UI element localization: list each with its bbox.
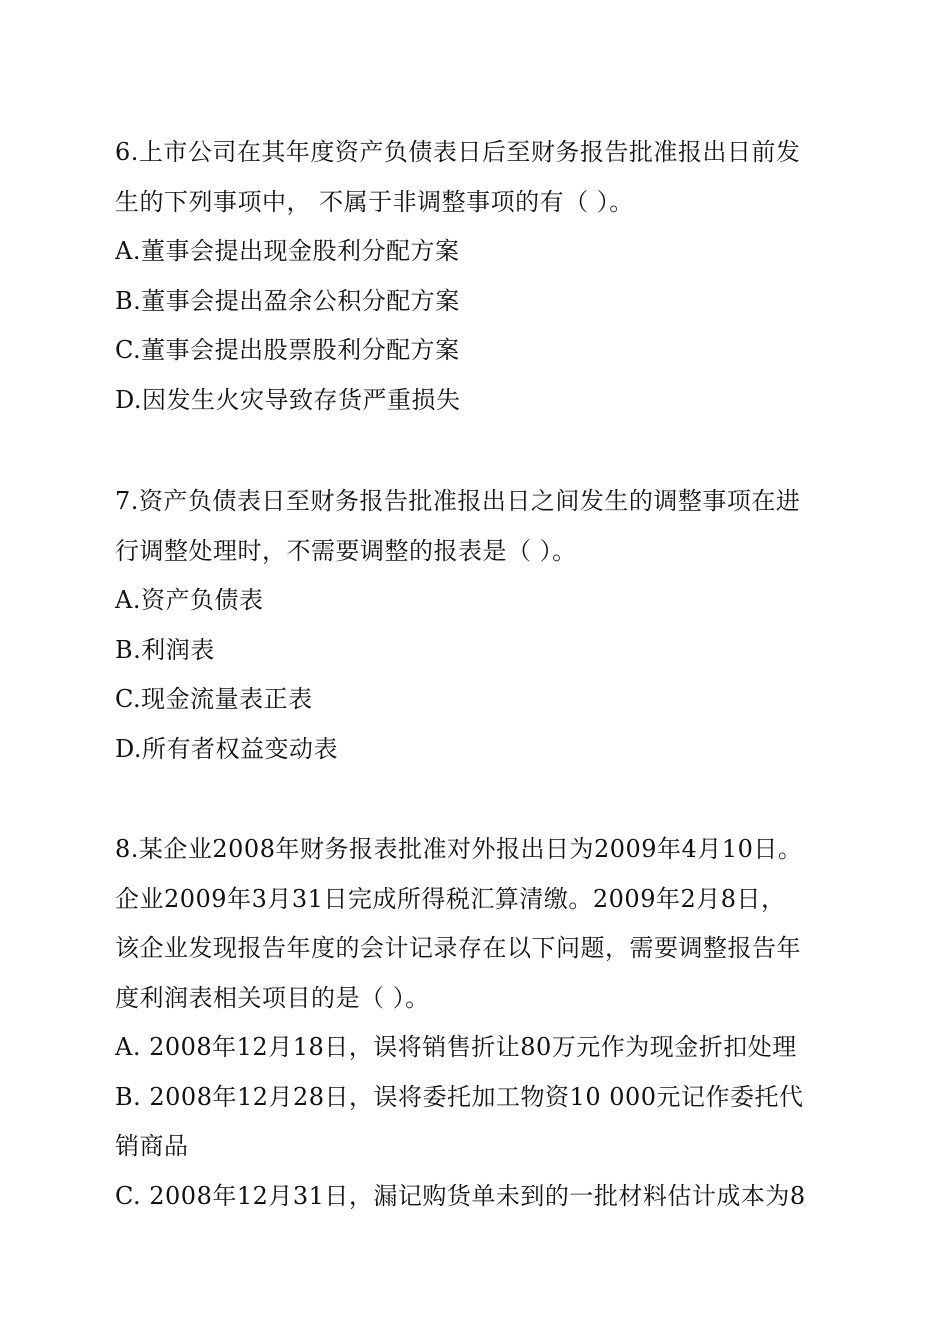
option-a: A.资产负债表 xyxy=(115,586,264,614)
option-b: B. 2008年12月28日，误将委托加工物资10 000元记作委托代 xyxy=(115,1082,804,1111)
question-7 xyxy=(115,477,845,774)
option-a: A.董事会提出现金股利分配方案 xyxy=(115,237,460,265)
option-b: B.董事会提出盈余公积分配方案 xyxy=(115,286,460,315)
option-d: D.所有者权益变动表 xyxy=(115,734,339,763)
question-stem-line: 7.资产负债表日至财务报告批准报出日之间发生的调整事项在进 xyxy=(115,487,801,515)
question-stem-line: 8.某企业2008年财务报表批准对外报出日为2009年4月10日。 xyxy=(115,835,803,863)
option-b: B.利润表 xyxy=(115,635,215,664)
question-stem-line: 生的下列事项中， 不属于非调整事项的有（ ）。 xyxy=(115,187,634,216)
question-stem-line: 企业2009年3月31日完成所得税汇算清缴。2009年2月8日， xyxy=(115,884,786,913)
question-stem-line: 行调整处理时，不需要调整的报表是（ ）。 xyxy=(115,536,577,565)
question-8 xyxy=(115,825,845,1221)
option-a: A. 2008年12月18日，误将销售折让80万元作为现金折扣处理 xyxy=(115,1033,797,1061)
question-6 xyxy=(115,128,845,425)
question-stem-line: 6.上市公司在其年度资产负债表日后至财务报告批准报出日前发 xyxy=(115,138,801,166)
question-stem-line: 度利润表相关项目的是（ ）。 xyxy=(115,983,430,1012)
option-c: C. 2008年12月31日，漏记购货单未到的一批材料估计成本为8 xyxy=(115,1181,806,1210)
option-c: C.现金流量表正表 xyxy=(115,685,313,713)
question-stem-line: 该企业发现报告年度的会计记录存在以下问题，需要调整报告年 xyxy=(115,934,801,962)
option-c: C.董事会提出股票股利分配方案 xyxy=(115,336,460,364)
option-d: D.因发生火灾导致存货严重损失 xyxy=(115,385,461,414)
option-b-continued: 销商品 xyxy=(115,1132,189,1160)
